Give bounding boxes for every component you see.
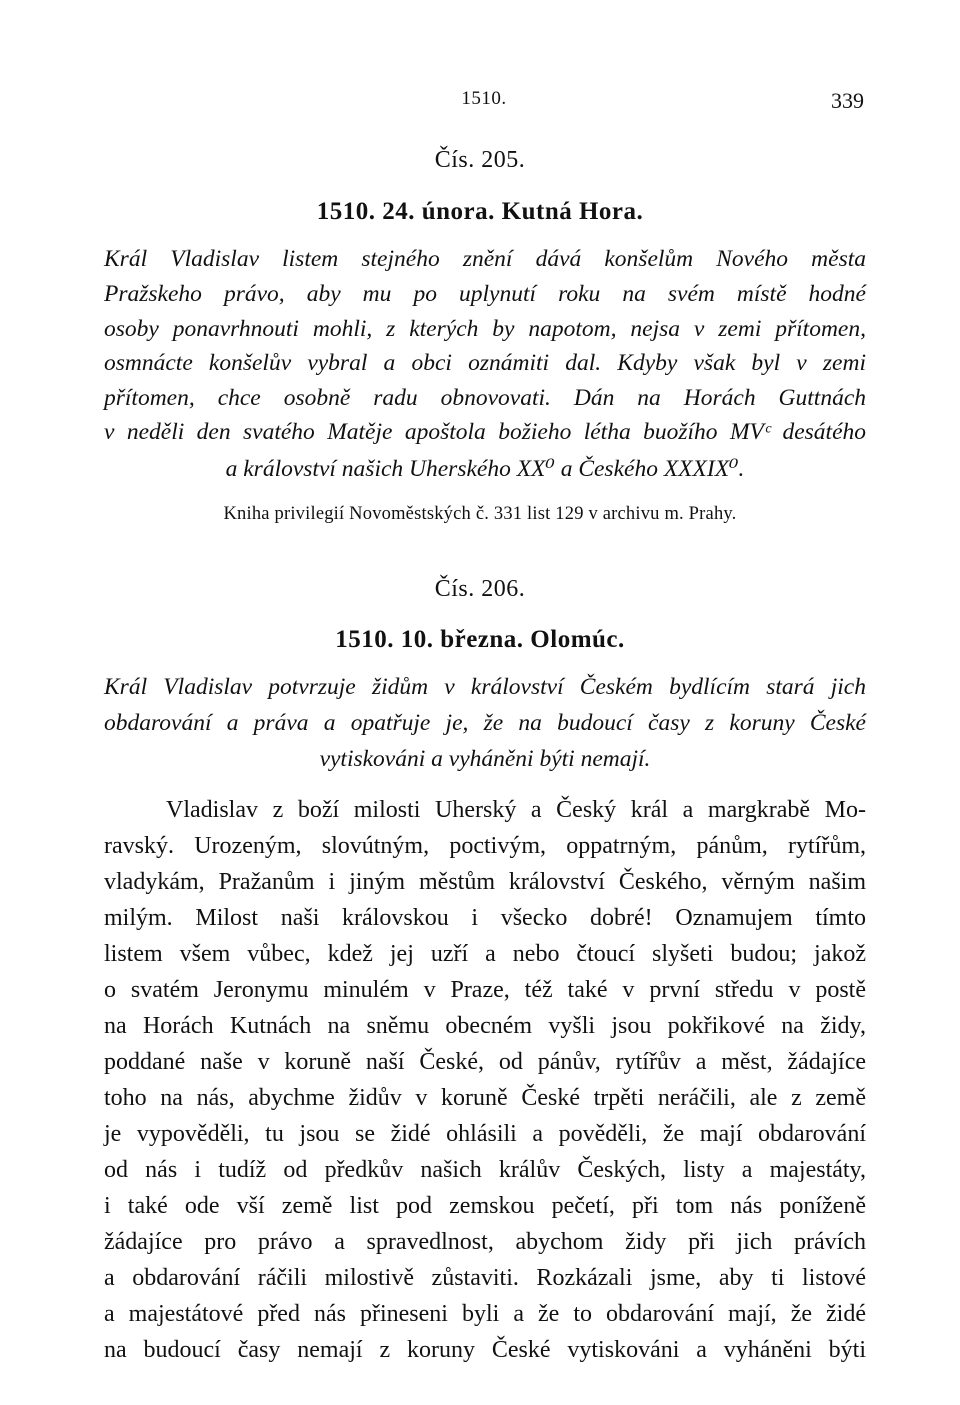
body-line: toho na nás, abychme židův v koruně České trpěti neráčili, ale z země	[104, 1085, 866, 1111]
page-number: 339	[831, 88, 864, 113]
regest-line: osoby ponavrhnouti mohli, z kterých by napotom, nejsa v zemi přítomen,	[104, 316, 866, 342]
body-line: listem všem vůbec, kdež jej uzří a nebo čtoucí slyšeti budou; jakož	[104, 941, 866, 967]
regest-line: Pražskeho právo, aby mu po uplynutí roku na svém místě hodné	[104, 281, 866, 307]
document-205-number: Čís. 205.	[434, 147, 526, 173]
running-head-year: 1510.	[461, 88, 507, 109]
body-line: žádajíce pro právo a spravedlnost, abychom židy při jich právích	[104, 1229, 866, 1255]
body-line: o svatém Jeronymu minulém v Praze, též také v první středu v postě	[104, 977, 866, 1003]
body-line: i také ode vší země list pod zemskou pečetí, při tom nás poníženě	[104, 1193, 866, 1219]
body-line: na budoucí časy nemají z koruny České vytiskováni a vyháněni býti	[104, 1337, 866, 1363]
regest-line: a království našich Uherského XX⁰ a Českého XXXIX⁰.	[225, 456, 745, 482]
regest-line: Král Vladislav potvrzuje židům v království Českém bydlícím stará jich	[104, 674, 866, 700]
document-205-date-place: 1510. 24. února. Kutná Hora.	[316, 198, 644, 225]
body-line: Vladislav z boží milosti Uherský a Český král a margkrabě Mo-	[166, 797, 866, 823]
regest-line: vytiskováni a vyháněni býti nemají.	[319, 746, 651, 772]
body-line: milým. Milost naši královskou i všecko dobré! Oznamujem tímto	[104, 905, 866, 931]
body-line: vladykám, Pražanům i jiným městům království Českého, věrným našim	[104, 869, 866, 895]
body-line: a obdarování ráčili milostivě zůstaviti. Rozkázali jsme, aby ti listové	[104, 1265, 866, 1291]
regest-line: v neděli den svatého Matěje apoštola božieho létha buožího MVᶜ desátého	[104, 419, 866, 445]
regest-line: přítomen, chce osobně radu obnovovati. Dán na Horách Guttnách	[104, 385, 866, 411]
document-206-number: Čís. 206.	[434, 576, 526, 602]
document-205-source-note: Kniha privilegií Novoměstských č. 331 list 129 v archivu m. Prahy.	[223, 504, 737, 524]
document-206-date-place: 1510. 10. března. Olomúc.	[335, 626, 625, 653]
body-line: je vypověděli, tu jsou se židé ohlásili a pověděli, že mají obdarování	[104, 1121, 866, 1147]
body-line: ravský. Urozeným, slovútným, poctivým, oppatrným, pánům, rytířům,	[104, 833, 866, 859]
regest-line: Král Vladislav listem stejného znění dává konšelům Nového města	[104, 246, 866, 272]
running-head	[104, 88, 864, 116]
regest-line: obdarování a práva a opatřuje je, že na budoucí časy z koruny České	[104, 710, 866, 736]
body-line: na Horách Kutnách na sněmu obecném vyšli jsou pokřikové na židy,	[104, 1013, 866, 1039]
body-line: a majestátové před nás přineseni byli a že to obdarování mají, že židé	[104, 1301, 866, 1327]
regest-line: osmnácte konšelův vybral a obci oznámiti dal. Kdyby však byl v zemi	[104, 350, 866, 376]
body-line: od nás i tudíž od předkův našich králův Českých, listy a majestáty,	[104, 1157, 866, 1183]
body-line: poddané naše v koruně naší České, od pánův, rytířův a měst, žádajíce	[104, 1049, 866, 1075]
